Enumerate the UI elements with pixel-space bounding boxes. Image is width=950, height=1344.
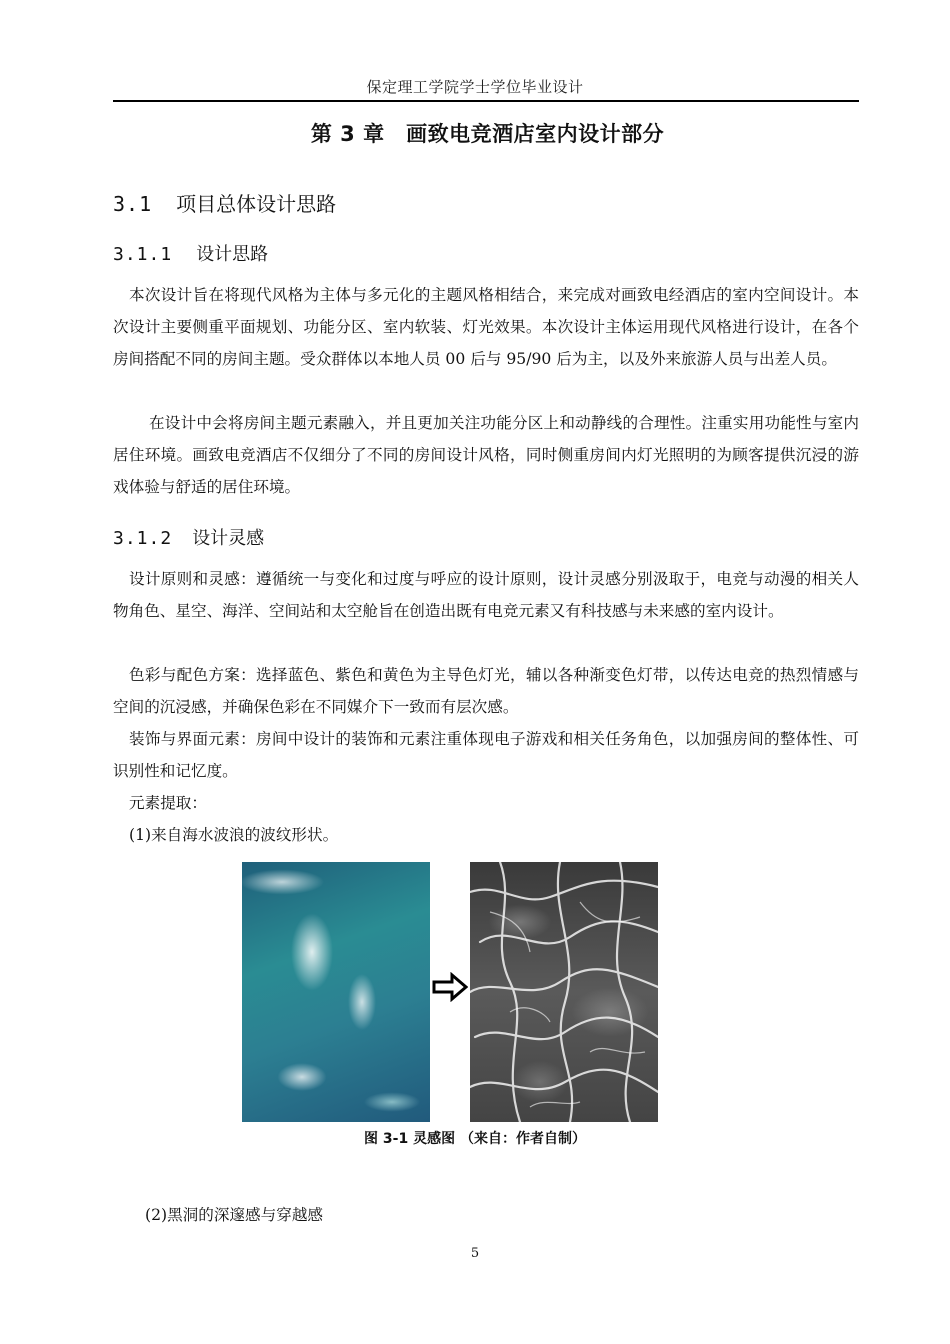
page-number: 5 [470, 1246, 480, 1261]
section-title: 设计灵感 [192, 528, 265, 549]
section-title: 设计思路 [196, 244, 269, 265]
paragraph-design-focus: 在设计中会将房间主题元素融入，并且更加关注功能分区上和动静线的合理性。注重实用功能性与室内居住环境。画致电竞酒店不仅细分了不同的房间设计风格，同时侧重房间内灯光照明的为顾客提供沉浸的游戏体验与舒适的居住环境。 [113, 414, 859, 496]
figure-caption: 图 3-1 灵感图 （来自：作者自制） [364, 1131, 586, 1147]
page-header: 保定理工学院学士学位毕业设计 [366, 78, 584, 96]
section-heading-3-1 [113, 188, 336, 217]
right-arrow-icon [432, 972, 468, 1002]
section-heading-3-1-2 [113, 524, 264, 550]
paragraph-wave-shape: (1)来自海水波浪的波纹形状。 [129, 826, 339, 844]
header-rule [113, 100, 859, 102]
paragraph-black-hole: (2)黑洞的深邃感与穿越感 [145, 1206, 324, 1224]
caustic-pattern [470, 862, 658, 1122]
section-title: 项目总体设计思路 [176, 192, 337, 216]
paragraph-color-scheme: 色彩与配色方案：选择蓝色、紫色和黄色为主导色灯光，辅以各种渐变色灯带，以传达电竞的热烈情感与空间的沉浸感，并确保色彩在不同媒介下一致而有层次感。 [113, 666, 859, 716]
paragraph-element-extraction: 元素提取： [129, 794, 207, 812]
section-number: 3.1.2 [113, 528, 173, 549]
water-caustics-image [470, 862, 658, 1122]
paragraph-design-idea: 本次设计旨在将现代风格为主体与多元化的主题风格相结合，来完成对画致电经酒店的室内空间设计。本次设计主要侧重平面规划、功能分区、室内软装、灯光效果。本次设计主体运用现代风格进行设计，在各个房间搭配不同的房间主题。受众群体以本地人员 00 后与 95/90 后为主，以及外来旅游人员与出差人员。 [113, 286, 859, 368]
section-heading-3-1-1 [113, 240, 268, 266]
ocean-waves-image [242, 862, 430, 1122]
figure-3-1 [242, 862, 658, 1122]
paragraph-decoration: 装饰与界面元素：房间中设计的装饰和元素注重体现电子游戏和相关任务角色，以加强房间的整体性、可识别性和记忆度。 [113, 730, 859, 780]
chapter-title: 第 3 章 画致电竞酒店室内设计部分 [310, 122, 665, 146]
section-number: 3.1.1 [113, 244, 173, 265]
section-number: 3.1 [113, 192, 153, 216]
paragraph-principles: 设计原则和灵感：遵循统一与变化和过度与呼应的设计原则，设计灵感分别汲取于，电竞与动漫的相关人物角色、星空、海洋、空间站和太空舱旨在创造出既有电竞元素又有科技感与未来感的室内设计。 [113, 570, 859, 620]
